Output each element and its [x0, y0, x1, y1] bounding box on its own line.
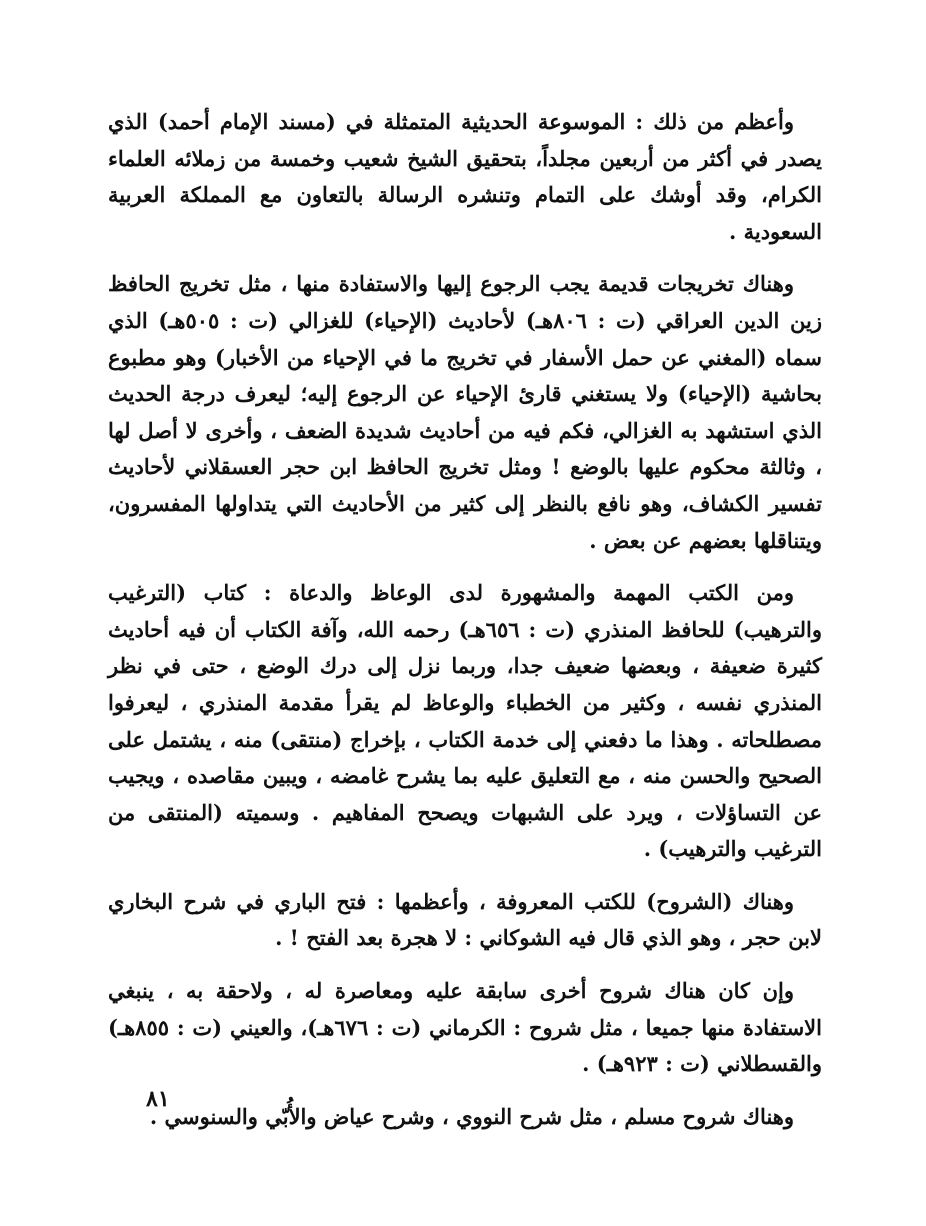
paragraph-5: وإن كان هناك شروح أخرى سابقة عليه ومعاصرة له ، ولاحقة به ، ينبغي الاستفادة منها جميعا ، مثل شروح : الكرماني (ت : ٦٧٦هـ)، والعيني (ت : ٨٥٥هـ) والقسطلاني (ت : ٩٢٣هـ) . [108, 978, 822, 1077]
paragraph-1: وأعظم من ذلك : الموسوعة الحديثية المتمثلة في (مسند الإمام أحمد) الذي يصدر في أكثر من أربعين مجلداً، بتحقيق الشيخ شعيب وخمسة من زملائه العلماء الكرام، وقد أوشك على التمام وتنشره الرسالة بالتعاون مع المملكة العربية السعودية . [108, 109, 822, 244]
paragraph-4: وهناك (الشروح) للكتب المعروفة ، وأعظمها : فتح الباري في شرح البخاري لابن حجر ، وهو الذي قال فيه الشوكاني : لا هجرة بعد الفتح ! . [108, 888, 822, 951]
paragraph-3: ومن الكتب المهمة والمشهورة لدى الوعاظ والدعاة : كتاب (الترغيب والترهيب) للحافظ المنذري (ت : ٦٥٦هـ) رحمه الله، وآفة الكتاب أن فيه أحاديث كثيرة ضعيفة ، وبعضها ضعيف جدا، وربما نزل إلى درك الوضع ، حتى في نظر المنذري نفسه ، وكثير من الخطباء والوعاظ لم يقرأ مقدمة المنذري ، ليعرفوا مصطلحاته . وهذا ما دفعني إلى خدمة الكتاب ، بإخراج (منتقى) منه ، يشتمل على الصحيح والحسن منه ، مع التعليق عليه بما يشرح غامضه ، ويبين مقاصده ، ويجيب عن التساؤلات ، ويرد على الشبهات ويصحح المفاهيم . وسميته (المنتقى من الترغيب والترهيب) . [108, 580, 822, 862]
page-body [108, 104, 822, 1151]
paragraph-6: وهناك شروح مسلم ، مثل شرح النووي ، وشرح عياض والأُبّي والسنوسي . [149, 1103, 794, 1129]
paragraph-2: وهناك تخريجات قديمة يجب الرجوع إليها والاستفادة منها ، مثل تخريج الحافظ زين الدين العراقي (ت : ٨٠٦هـ) لأحاديث (الإحياء) للغزالي (ت : ٥٠٥هـ) الذي سماه (المغني عن حمل الأسفار في تخريج ما في الإحياء من الأخبار) وهو مطبوع بحاشية (الإحياء) ولا يستغني قارئ الإحياء عن الرجوع إليه؛ ليعرف درجة الحديث الذي استشهد به الغزالي، فكم فيه من أحاديث شديدة الضعف ، وأخرى لا أصل لها ، وثالثة محكوم عليها بالوضع ! ومثل تخريج الحافظ ابن حجر العسقلاني لأحاديث تفسير الكشاف، وهو نافع بالنظر إلى كثير من الأحاديث التي يتداولها المفسرون، ويتناقلها بعضهم عن بعض . [108, 271, 822, 553]
page-number: ٨١ [146, 1086, 170, 1112]
